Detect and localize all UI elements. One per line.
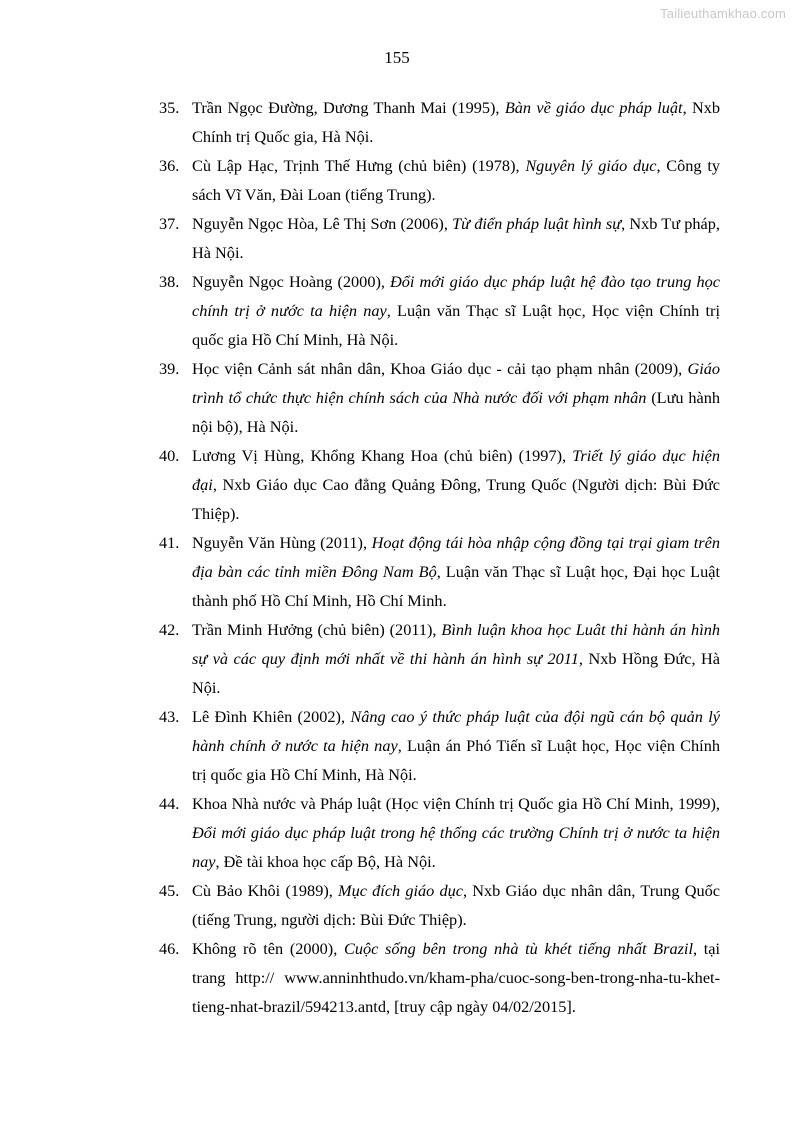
reference-number: 37. [159,214,180,233]
reference-publisher: , Nxb Chính trị Quốc gia, Hà Nội. [192,98,721,146]
reference-publisher: , Luận án Phó Tiến sĩ Luật học, Học viện Chính trị quốc gia Hồ Chí Minh, Hà Nội. [192,736,720,784]
reference-authors: Cù Bảo Khôi (1989), [192,881,339,900]
reference-publisher: , Luận văn Thạc sĩ Luật học, Đại học Luật thành phố Hồ Chí Minh, Hồ Chí Minh. [192,562,720,610]
reference-title: Bình luận khoa học Luât thi hành án hình sự và các quy định mới nhất về thi hành án hình sự 2011 [192,620,720,668]
reference-number: 43. [159,707,180,726]
reference-title: Hoạt động tái hòa nhập cộng đồng tại trại giam trên địa bàn các tỉnh miền Đông Nam Bộ [192,533,720,581]
reference-title: Nguyên lý giáo dục [525,156,657,175]
reference-authors: Nguyễn Văn Hùng (2011), [192,533,372,552]
reference-number: 40. [159,446,180,465]
reference-number: 42. [159,620,180,639]
reference-item [134,528,720,615]
reference-item [134,151,720,209]
reference-item [134,267,720,354]
reference-title: Từ điển pháp luật hình sự [452,214,622,233]
reference-number: 39. [159,359,180,378]
reference-publisher: , Luận văn Thạc sĩ Luật học, Học viện Chính trị quốc gia Hồ Chí Minh, Hà Nội. [192,301,720,349]
reference-number: 35. [159,98,180,117]
reference-publisher: , Nxb Hồng Đức, Hà Nội. [192,649,720,697]
reference-item [134,789,720,876]
reference-title: Giáo trình tổ chức thực hiện chính sách của Nhà nước đối với phạm nhân [192,359,720,407]
reference-authors: Nguyễn Ngọc Hòa, Lê Thị Sơn (2006), [192,214,453,233]
reference-authors: Lê Đình Khiên (2002), [192,707,351,726]
reference-authors: Trần Ngọc Đường, Dương Thanh Mai (1995), [192,98,505,117]
reference-title: Bàn về giáo dục pháp luật [504,98,683,117]
reference-authors: Nguyễn Ngọc Hoàng (2000), [192,272,391,291]
reference-title: Nâng cao ý thức pháp luật của đội ngũ cán bộ quản lý hành chính ở nước ta hiện nay [192,707,721,755]
reference-number: 45. [159,881,180,900]
reference-authors: Trần Minh Hưởng (chủ biên) (2011), [192,620,442,639]
reference-item [134,441,720,528]
reference-title: Triết lý giáo dục hiện đại [192,446,720,494]
reference-publisher: , Nxb Giáo dục Cao đẳng Quảng Đông, Trung Quốc (Người dịch: Bùi Đức Thiệp). [192,475,720,523]
reference-item [134,354,720,441]
reference-authors: Lương Vị Hùng, Khổng Khang Hoa (chủ biên) (1997), [192,446,573,465]
reference-authors: Không rõ tên (2000), [192,939,344,958]
reference-title: Mục đích giáo dục [338,881,464,900]
reference-item [134,93,720,151]
reference-publisher: , Nxb Tư pháp, Hà Nội. [192,214,720,262]
reference-number: 38. [159,272,180,291]
reference-number: 41. [159,533,180,552]
reference-item [134,934,720,1021]
reference-publisher: (Lưu hành nội bộ), Hà Nội. [192,388,720,436]
watermark: Tailieuthamkhao.com [660,6,786,21]
reference-title: Đổi mới giáo dục pháp luật hệ đào tạo trung học chính trị ở nước ta hiện nay [192,272,720,320]
page-number: 155 [384,48,410,67]
reference-authors: Khoa Nhà nước và Pháp luật (Học viện Chính trị Quốc gia Hồ Chí Minh, 1999), [192,794,720,813]
reference-number: 46. [159,939,180,958]
reference-item [134,209,720,267]
reference-authors: Học viện Cảnh sát nhân dân, Khoa Giáo dục - cải tạo phạm nhân (2009), [192,359,688,378]
reference-item [134,876,720,934]
reference-item [134,702,720,789]
reference-list [134,93,720,1021]
reference-title: Đổi mới giáo dục pháp luật trong hệ thống các trường Chính trị ở nước ta hiện nay [192,823,720,871]
reference-title: Cuộc sống bên trong nhà tù khét tiếng nhất Brazil [344,939,693,958]
reference-item [134,615,720,702]
reference-publisher: , Công ty sách Vĩ Văn, Đài Loan (tiếng Trung). [192,156,720,204]
reference-authors: Cù Lập Hạc, Trịnh Thế Hưng (chủ biên) (1978), [192,156,526,175]
reference-publisher: , Đề tài khoa học cấp Bộ, Hà Nội. [215,852,436,871]
reference-number: 44. [159,794,180,813]
reference-publisher: , tại trang http:// www.anninhthudo.vn/kham-pha/cuoc-song-ben-trong-nha-tu-khet-tieng-nhat-brazil/594213.antd, [truy cập ngày 04/02/2015]. [192,939,721,1016]
reference-publisher: , Nxb Giáo dục nhân dân, Trung Quốc (tiếng Trung, người dịch: Bùi Đức Thiệp). [192,881,721,929]
reference-number: 36. [159,156,180,175]
